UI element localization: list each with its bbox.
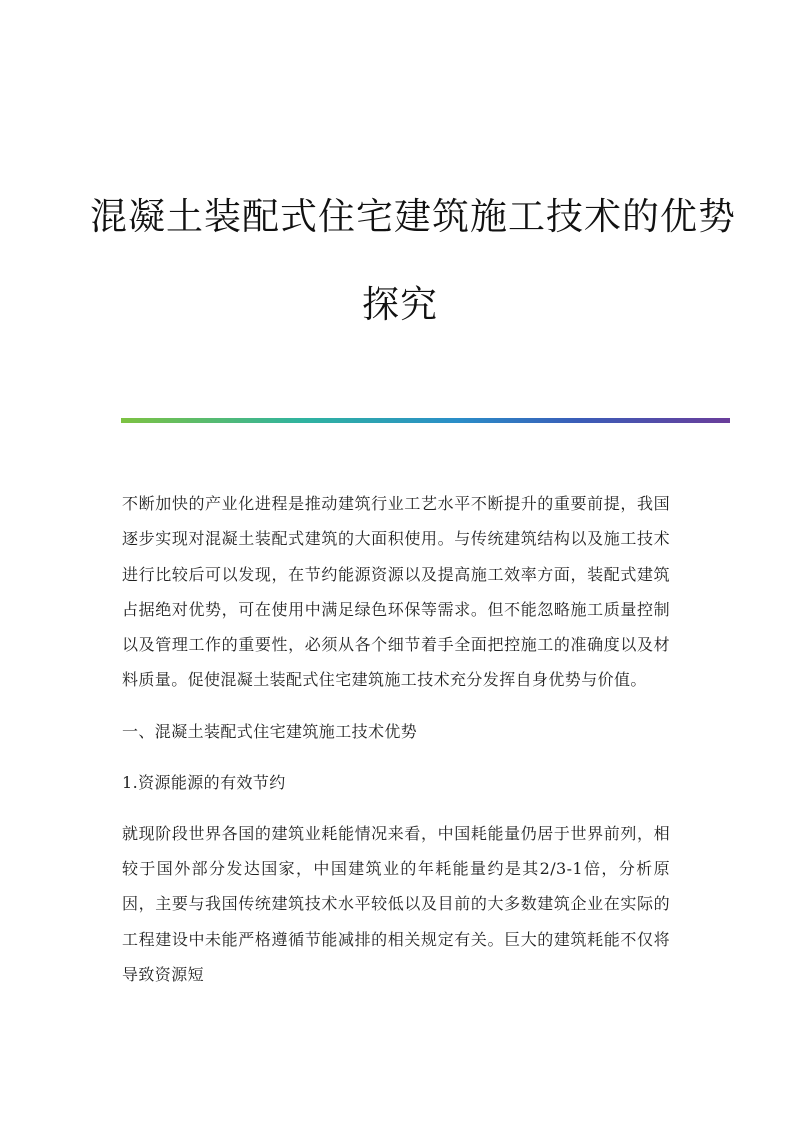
section-heading: 一、混凝土装配式住宅建筑施工技术优势 [122, 721, 418, 741]
body-paragraph: 就现阶段世界各国的建筑业耗能情况来看，中国耗能量仍居于世界前列，相较于国外部分发达国家，中国建筑业的年耗能量约是其2/3-1倍，分析原因，主要与我国传统建筑技术水平较低以及目前的大多数建筑企业在实际的工程建设中未能严格遵循节能减排的相关规定有关。巨大的建筑耗能不仅将导致资源短 [122, 823, 670, 984]
document-title-line-2: 探究 [362, 283, 438, 326]
document-body [122, 486, 670, 1008]
document-title-line-1: 混凝土装配式住宅建筑施工技术的优势 [90, 195, 736, 238]
subsection-heading: 1.资源能源的有效节约 [122, 772, 286, 792]
intro-paragraph: 不断加快的产业化进程是推动建筑行业工艺水平不断提升的重要前提，我国逐步实现对混凝土装配式建筑的大面积使用。与传统建筑结构以及施工技术进行比较后可以发现，在节约能源资源以及提高施工效率方面，装配式建筑占据绝对优势，可在使用中满足绿色环保等需求。但不能忽略施工质量控制以及管理工作的重要性，必须从各个细节着手全面把控施工的准确度以及材料质量。促使混凝土装配式住宅建筑施工技术充分发挥自身优势与价值。 [122, 494, 670, 690]
title-divider [121, 418, 730, 423]
